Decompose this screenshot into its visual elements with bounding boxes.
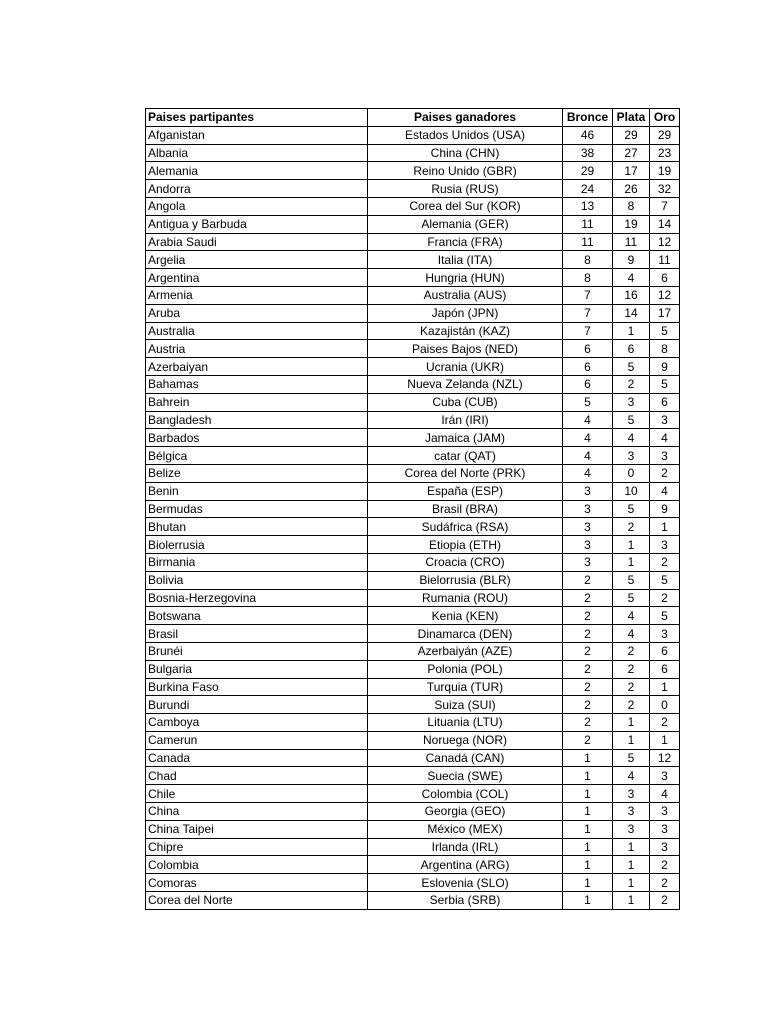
winner-cell: México (MEX) <box>368 820 563 838</box>
bronze-cell: 2 <box>563 625 613 643</box>
gold-cell: 4 <box>650 785 680 803</box>
participant-cell: Angola <box>146 197 368 215</box>
bronze-cell: 2 <box>563 696 613 714</box>
gold-cell: 23 <box>650 144 680 162</box>
bronze-cell: 2 <box>563 660 613 678</box>
table-row <box>146 625 680 643</box>
silver-cell: 16 <box>613 286 650 304</box>
silver-cell: 19 <box>613 215 650 233</box>
gold-cell: 2 <box>650 856 680 874</box>
participant-cell: Biolerrusia <box>146 536 368 554</box>
silver-cell: 3 <box>613 447 650 465</box>
bronze-cell: 1 <box>563 749 613 767</box>
participant-cell: Afganistan <box>146 126 368 144</box>
table-row <box>146 411 680 429</box>
participant-cell: Bolivia <box>146 571 368 589</box>
bronze-cell: 38 <box>563 144 613 162</box>
bronze-cell: 3 <box>563 482 613 500</box>
gold-cell: 2 <box>650 892 680 910</box>
gold-cell: 6 <box>650 642 680 660</box>
winner-cell: Serbia (SRB) <box>368 892 563 910</box>
winner-cell: Corea del Sur (KOR) <box>368 197 563 215</box>
winner-cell: Kenia (KEN) <box>368 607 563 625</box>
winner-cell: Canadá (CAN) <box>368 749 563 767</box>
table-row <box>146 286 680 304</box>
table-row <box>146 215 680 233</box>
gold-cell: 2 <box>650 464 680 482</box>
table-body <box>146 126 680 909</box>
table-row <box>146 144 680 162</box>
winner-cell: Georgia (GEO) <box>368 803 563 821</box>
participant-cell: Chile <box>146 785 368 803</box>
silver-cell: 5 <box>613 500 650 518</box>
table-row <box>146 180 680 198</box>
winner-cell: Irlanda (IRL) <box>368 838 563 856</box>
winner-cell: Paises Bajos (NED) <box>368 340 563 358</box>
participant-cell: Australia <box>146 322 368 340</box>
silver-cell: 1 <box>613 892 650 910</box>
gold-cell: 2 <box>650 714 680 732</box>
participant-cell: Benin <box>146 482 368 500</box>
silver-cell: 5 <box>613 571 650 589</box>
participant-cell: Bahrein <box>146 393 368 411</box>
silver-cell: 8 <box>613 197 650 215</box>
header-row <box>146 109 680 127</box>
bronze-cell: 2 <box>563 678 613 696</box>
bronze-cell: 7 <box>563 304 613 322</box>
gold-cell: 29 <box>650 126 680 144</box>
participant-cell: Botswana <box>146 607 368 625</box>
gold-cell: 32 <box>650 180 680 198</box>
gold-cell: 1 <box>650 678 680 696</box>
participant-cell: Birmania <box>146 553 368 571</box>
table-row <box>146 785 680 803</box>
silver-cell: 1 <box>613 714 650 732</box>
winner-cell: Francia (FRA) <box>368 233 563 251</box>
silver-cell: 2 <box>613 696 650 714</box>
header-gold: Oro <box>650 109 680 127</box>
bronze-cell: 1 <box>563 892 613 910</box>
participant-cell: Canada <box>146 749 368 767</box>
gold-cell: 14 <box>650 215 680 233</box>
silver-cell: 3 <box>613 803 650 821</box>
silver-cell: 5 <box>613 411 650 429</box>
bronze-cell: 2 <box>563 714 613 732</box>
silver-cell: 5 <box>613 749 650 767</box>
winner-cell: Australia (AUS) <box>368 286 563 304</box>
bronze-cell: 1 <box>563 767 613 785</box>
table-row <box>146 767 680 785</box>
gold-cell: 2 <box>650 589 680 607</box>
bronze-cell: 11 <box>563 215 613 233</box>
table-row <box>146 696 680 714</box>
silver-cell: 9 <box>613 251 650 269</box>
winner-cell: Brasil (BRA) <box>368 500 563 518</box>
winner-cell: Rusia (RUS) <box>368 180 563 198</box>
gold-cell: 8 <box>650 340 680 358</box>
winner-cell: Corea del Norte (PRK) <box>368 464 563 482</box>
winner-cell: Colombia (COL) <box>368 785 563 803</box>
silver-cell: 27 <box>613 144 650 162</box>
participant-cell: Brunéi <box>146 642 368 660</box>
participant-cell: Argelia <box>146 251 368 269</box>
winner-cell: Croacia (CRO) <box>368 553 563 571</box>
table-row <box>146 731 680 749</box>
gold-cell: 1 <box>650 731 680 749</box>
silver-cell: 4 <box>613 625 650 643</box>
bronze-cell: 3 <box>563 553 613 571</box>
silver-cell: 10 <box>613 482 650 500</box>
participant-cell: Burkina Faso <box>146 678 368 696</box>
table-row <box>146 536 680 554</box>
winner-cell: España (ESP) <box>368 482 563 500</box>
bronze-cell: 8 <box>563 269 613 287</box>
spreadsheet-page <box>145 108 680 910</box>
participant-cell: Bélgica <box>146 447 368 465</box>
participant-cell: Bulgaria <box>146 660 368 678</box>
table-row <box>146 233 680 251</box>
winner-cell: Suecia (SWE) <box>368 767 563 785</box>
table-row <box>146 464 680 482</box>
participant-cell: Bosnia-Herzegovina <box>146 589 368 607</box>
participant-cell: Camerun <box>146 731 368 749</box>
bronze-cell: 3 <box>563 536 613 554</box>
gold-cell: 3 <box>650 767 680 785</box>
gold-cell: 19 <box>650 162 680 180</box>
table-row <box>146 375 680 393</box>
table-row <box>146 856 680 874</box>
bronze-cell: 5 <box>563 393 613 411</box>
gold-cell: 3 <box>650 803 680 821</box>
silver-cell: 6 <box>613 340 650 358</box>
bronze-cell: 4 <box>563 429 613 447</box>
winner-cell: Lituania (LTU) <box>368 714 563 732</box>
gold-cell: 5 <box>650 607 680 625</box>
table-row <box>146 358 680 376</box>
winner-cell: Dinamarca (DEN) <box>368 625 563 643</box>
winner-cell: Noruega (NOR) <box>368 731 563 749</box>
bronze-cell: 7 <box>563 286 613 304</box>
participant-cell: Bangladesh <box>146 411 368 429</box>
winner-cell: China (CHN) <box>368 144 563 162</box>
silver-cell: 2 <box>613 642 650 660</box>
participant-cell: Armenia <box>146 286 368 304</box>
table-row <box>146 304 680 322</box>
gold-cell: 12 <box>650 286 680 304</box>
silver-cell: 26 <box>613 180 650 198</box>
header-bronze: Bronce <box>563 109 613 127</box>
bronze-cell: 24 <box>563 180 613 198</box>
silver-cell: 4 <box>613 429 650 447</box>
gold-cell: 1 <box>650 518 680 536</box>
table-row <box>146 269 680 287</box>
participant-cell: Arabia Saudi <box>146 233 368 251</box>
bronze-cell: 1 <box>563 838 613 856</box>
table-row <box>146 500 680 518</box>
winner-cell: Etiopia (ETH) <box>368 536 563 554</box>
silver-cell: 2 <box>613 518 650 536</box>
winner-cell: Bielorrusia (BLR) <box>368 571 563 589</box>
silver-cell: 3 <box>613 393 650 411</box>
table-row <box>146 197 680 215</box>
gold-cell: 6 <box>650 393 680 411</box>
gold-cell: 9 <box>650 500 680 518</box>
winner-cell: Polonia (POL) <box>368 660 563 678</box>
participant-cell: Comoras <box>146 874 368 892</box>
participant-cell: Austria <box>146 340 368 358</box>
gold-cell: 3 <box>650 536 680 554</box>
gold-cell: 5 <box>650 571 680 589</box>
table-row <box>146 803 680 821</box>
silver-cell: 11 <box>613 233 650 251</box>
participant-cell: China Taipei <box>146 820 368 838</box>
silver-cell: 2 <box>613 678 650 696</box>
participant-cell: Azerbaiyan <box>146 358 368 376</box>
table-row <box>146 678 680 696</box>
table-row <box>146 322 680 340</box>
gold-cell: 7 <box>650 197 680 215</box>
gold-cell: 9 <box>650 358 680 376</box>
participant-cell: Alemania <box>146 162 368 180</box>
silver-cell: 5 <box>613 589 650 607</box>
bronze-cell: 4 <box>563 411 613 429</box>
bronze-cell: 11 <box>563 233 613 251</box>
participant-cell: Barbados <box>146 429 368 447</box>
silver-cell: 29 <box>613 126 650 144</box>
table-row <box>146 749 680 767</box>
gold-cell: 3 <box>650 447 680 465</box>
header-silver: Plata <box>613 109 650 127</box>
table-row <box>146 251 680 269</box>
bronze-cell: 46 <box>563 126 613 144</box>
silver-cell: 0 <box>613 464 650 482</box>
winner-cell: Japón (JPN) <box>368 304 563 322</box>
participant-cell: Colombia <box>146 856 368 874</box>
winner-cell: Azerbaiyán (AZE) <box>368 642 563 660</box>
bronze-cell: 4 <box>563 447 613 465</box>
table-row <box>146 447 680 465</box>
gold-cell: 4 <box>650 482 680 500</box>
table-row <box>146 892 680 910</box>
bronze-cell: 13 <box>563 197 613 215</box>
table-row <box>146 589 680 607</box>
participant-cell: Brasil <box>146 625 368 643</box>
bronze-cell: 1 <box>563 820 613 838</box>
gold-cell: 11 <box>650 251 680 269</box>
participant-cell: Argentina <box>146 269 368 287</box>
table-row <box>146 393 680 411</box>
participant-cell: China <box>146 803 368 821</box>
bronze-cell: 6 <box>563 358 613 376</box>
table-row <box>146 714 680 732</box>
silver-cell: 2 <box>613 375 650 393</box>
winner-cell: Jamaica (JAM) <box>368 429 563 447</box>
winner-cell: catar (QAT) <box>368 447 563 465</box>
table-row <box>146 607 680 625</box>
table-row <box>146 642 680 660</box>
gold-cell: 3 <box>650 625 680 643</box>
table-row <box>146 571 680 589</box>
bronze-cell: 1 <box>563 785 613 803</box>
participant-cell: Burundi <box>146 696 368 714</box>
gold-cell: 3 <box>650 838 680 856</box>
silver-cell: 1 <box>613 856 650 874</box>
gold-cell: 3 <box>650 411 680 429</box>
participant-cell: Bermudas <box>146 500 368 518</box>
bronze-cell: 3 <box>563 500 613 518</box>
bronze-cell: 6 <box>563 375 613 393</box>
gold-cell: 6 <box>650 269 680 287</box>
bronze-cell: 6 <box>563 340 613 358</box>
winner-cell: Estados Unidos (USA) <box>368 126 563 144</box>
participant-cell: Antigua y Barbuda <box>146 215 368 233</box>
winner-cell: Cuba (CUB) <box>368 393 563 411</box>
gold-cell: 6 <box>650 660 680 678</box>
silver-cell: 1 <box>613 553 650 571</box>
participant-cell: Bhutan <box>146 518 368 536</box>
table-row <box>146 340 680 358</box>
winner-cell: Suiza (SUI) <box>368 696 563 714</box>
participant-cell: Camboya <box>146 714 368 732</box>
silver-cell: 1 <box>613 731 650 749</box>
gold-cell: 2 <box>650 874 680 892</box>
header-winners: Paises ganadores <box>368 109 563 127</box>
winner-cell: Alemania (GER) <box>368 215 563 233</box>
silver-cell: 1 <box>613 536 650 554</box>
winner-cell: Reino Unido (GBR) <box>368 162 563 180</box>
table-row <box>146 874 680 892</box>
participant-cell: Chipre <box>146 838 368 856</box>
silver-cell: 17 <box>613 162 650 180</box>
bronze-cell: 2 <box>563 731 613 749</box>
table-row <box>146 553 680 571</box>
gold-cell: 0 <box>650 696 680 714</box>
bronze-cell: 1 <box>563 856 613 874</box>
silver-cell: 5 <box>613 358 650 376</box>
bronze-cell: 8 <box>563 251 613 269</box>
gold-cell: 5 <box>650 322 680 340</box>
silver-cell: 4 <box>613 767 650 785</box>
participant-cell: Albania <box>146 144 368 162</box>
winner-cell: Turquia (TUR) <box>368 678 563 696</box>
gold-cell: 17 <box>650 304 680 322</box>
silver-cell: 3 <box>613 785 650 803</box>
bronze-cell: 2 <box>563 607 613 625</box>
table-row <box>146 482 680 500</box>
silver-cell: 3 <box>613 820 650 838</box>
silver-cell: 4 <box>613 269 650 287</box>
winner-cell: Eslovenia (SLO) <box>368 874 563 892</box>
silver-cell: 2 <box>613 660 650 678</box>
bronze-cell: 2 <box>563 642 613 660</box>
bronze-cell: 1 <box>563 803 613 821</box>
table-row <box>146 429 680 447</box>
gold-cell: 12 <box>650 233 680 251</box>
table-row <box>146 126 680 144</box>
winner-cell: Argentina (ARG) <box>368 856 563 874</box>
participant-cell: Bahamas <box>146 375 368 393</box>
winner-cell: Irán (IRI) <box>368 411 563 429</box>
silver-cell: 1 <box>613 838 650 856</box>
participant-cell: Aruba <box>146 304 368 322</box>
winner-cell: Sudáfrica (RSA) <box>368 518 563 536</box>
winner-cell: Rumania (ROU) <box>368 589 563 607</box>
silver-cell: 1 <box>613 322 650 340</box>
participant-cell: Belize <box>146 464 368 482</box>
table-row <box>146 162 680 180</box>
bronze-cell: 2 <box>563 589 613 607</box>
silver-cell: 14 <box>613 304 650 322</box>
winner-cell: Italia (ITA) <box>368 251 563 269</box>
winner-cell: Nueva Zelanda (NZL) <box>368 375 563 393</box>
gold-cell: 3 <box>650 820 680 838</box>
silver-cell: 1 <box>613 874 650 892</box>
table-row <box>146 820 680 838</box>
table-row <box>146 518 680 536</box>
bronze-cell: 7 <box>563 322 613 340</box>
bronze-cell: 3 <box>563 518 613 536</box>
gold-cell: 5 <box>650 375 680 393</box>
winner-cell: Ucrania (UKR) <box>368 358 563 376</box>
header-participants: Paises partipantes <box>146 109 368 127</box>
winner-cell: Hungria (HUN) <box>368 269 563 287</box>
bronze-cell: 2 <box>563 571 613 589</box>
participant-cell: Andorra <box>146 180 368 198</box>
gold-cell: 4 <box>650 429 680 447</box>
gold-cell: 2 <box>650 553 680 571</box>
medal-table <box>145 108 680 910</box>
participant-cell: Chad <box>146 767 368 785</box>
gold-cell: 12 <box>650 749 680 767</box>
winner-cell: Kazajistán (KAZ) <box>368 322 563 340</box>
participant-cell: Corea del Norte <box>146 892 368 910</box>
table-row <box>146 660 680 678</box>
silver-cell: 4 <box>613 607 650 625</box>
bronze-cell: 4 <box>563 464 613 482</box>
bronze-cell: 29 <box>563 162 613 180</box>
table-row <box>146 838 680 856</box>
bronze-cell: 1 <box>563 874 613 892</box>
